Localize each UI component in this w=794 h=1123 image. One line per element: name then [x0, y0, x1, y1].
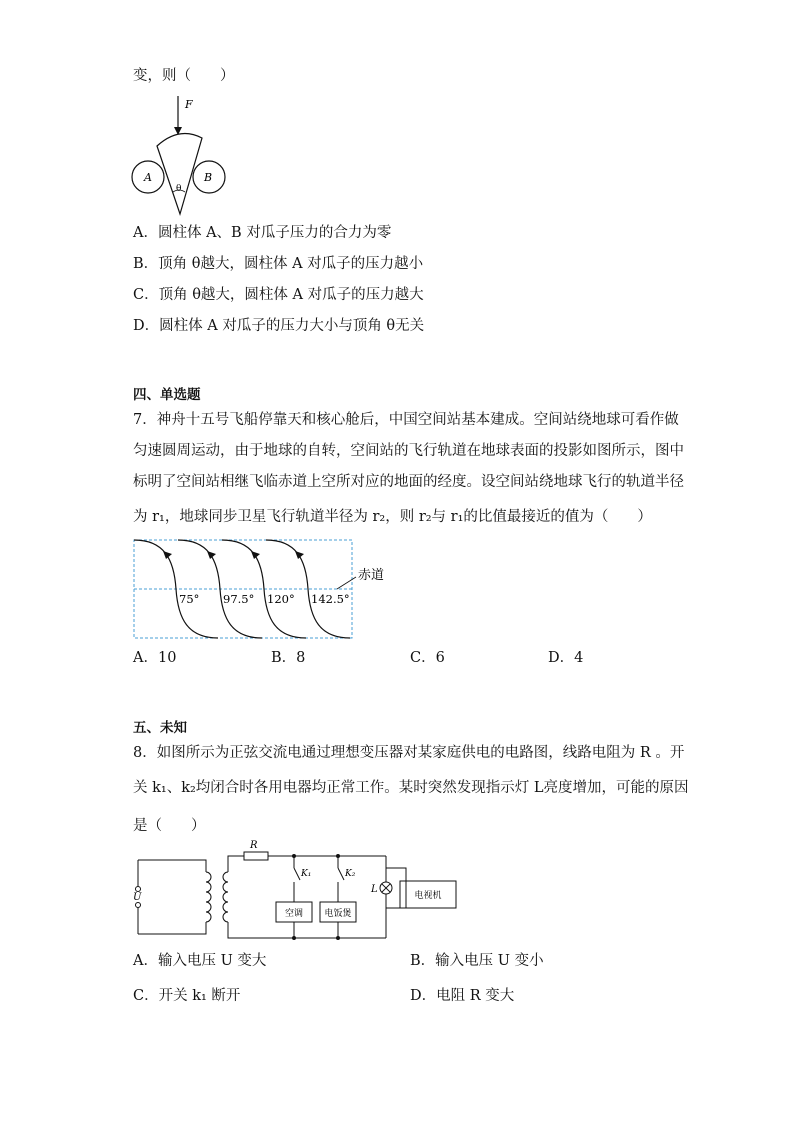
resistor-r	[244, 852, 268, 860]
switch-k1-label: K₁	[301, 869, 312, 879]
longitude-label-1: 75°	[179, 592, 200, 606]
track-arrow-4	[295, 551, 304, 559]
q8-option-b[interactable]: B．输入电压 U 变小	[410, 953, 544, 969]
primary-coil	[206, 872, 211, 922]
lamp-label: L	[371, 884, 378, 895]
device-label-2: 电饭煲	[324, 909, 352, 919]
track-arrow-3	[251, 551, 260, 559]
q6-option-c[interactable]: C．顶角 θ越大，圆柱体 A 对瓜子的压力越大	[133, 287, 424, 303]
cylinder-a-label: A	[144, 171, 152, 184]
secondary-bottom-wire	[228, 922, 386, 938]
q8-stem-line-2: 关 k₁、k₂均闭合时各用电器均正常工作。某时突然发现指示灯 L亮度增加，可能的原因	[133, 780, 689, 796]
q6-option-b[interactable]: B．顶角 θ越大，圆柱体 A 对瓜子的压力越小	[133, 256, 424, 272]
junction-1	[292, 854, 296, 858]
q7-option-c[interactable]: C．6	[410, 650, 445, 666]
junction-4	[336, 936, 340, 940]
switch-k1	[294, 868, 300, 880]
resistor-label: R	[250, 840, 258, 851]
q6-option-d[interactable]: D．圆柱体 A 对瓜子的压力大小与顶角 θ无关	[133, 318, 425, 334]
tv-branch-wire	[386, 868, 406, 908]
section-5-heading: 五、未知	[133, 720, 187, 736]
q7-option-a[interactable]: A．10	[133, 650, 177, 666]
input-terminal-bottom	[136, 903, 141, 908]
q8-option-d[interactable]: D．电阻 R 变大	[410, 988, 515, 1004]
q7-stem-line-1: 7．神舟十五号飞船停靠天和核心舱后，中国空间站基本建成。空间站绕地球可看作做	[133, 412, 679, 428]
force-label: F	[185, 98, 193, 111]
q8-option-a[interactable]: A．输入电压 U 变大	[133, 953, 267, 969]
input-terminal-top	[136, 887, 141, 892]
q8-stem-line-1: 8．如图所示为正弦交流电通过理想变压器对某家庭供电的电路图，线路电阻为 R 。开	[133, 745, 685, 761]
switch-k2	[338, 868, 344, 880]
q7-ground-track-figure	[132, 537, 412, 641]
longitude-label-4: 142.5°	[311, 592, 350, 606]
secondary-coil	[223, 872, 228, 922]
junction-2	[336, 854, 340, 858]
q6-wedge-figure	[128, 92, 232, 220]
angle-label: θ	[176, 184, 182, 194]
track-arrow-2	[207, 551, 216, 559]
longitude-label-2: 97.5°	[223, 592, 255, 606]
longitude-label-3: 120°	[267, 592, 295, 606]
device-label-1: 空调	[284, 909, 304, 919]
q8-option-c[interactable]: C．开关 k₁ 断开	[133, 988, 241, 1004]
q6-option-a[interactable]: A．圆柱体 A、B 对瓜子压力的合力为零	[133, 225, 392, 241]
q7-option-d[interactable]: D．4	[548, 650, 584, 666]
q8-stem-line-3: 是（ ）	[133, 818, 206, 834]
q7-stem-line-2: 匀速圆周运动，由于地球的自转，空间站的飞行轨道在地球表面的投影如图所示，图中	[133, 443, 684, 459]
q7-option-b[interactable]: B．8	[271, 650, 306, 666]
q7-stem-line-3: 标明了空间站相继飞临赤道上空所对应的地面的经度。设空间站绕地球飞行的轨道半径	[133, 474, 684, 490]
primary-top-wire	[138, 860, 206, 872]
primary-bottom-wire	[138, 922, 206, 934]
device-label-3: 电视机	[414, 891, 442, 901]
track-arrow-1	[163, 551, 172, 559]
secondary-top-wire	[228, 856, 244, 872]
q8-circuit-figure	[128, 838, 474, 946]
equator-leader-line	[337, 577, 356, 589]
switch-k2-label: K₂	[345, 869, 356, 879]
section-4-heading: 四、单选题	[133, 387, 201, 403]
cylinder-b-label: B	[204, 171, 213, 184]
q6-stem-tail: 变，则（ ）	[133, 68, 235, 84]
equator-label: 赤道	[358, 568, 385, 583]
junction-3	[292, 936, 296, 940]
q7-stem-line-4: 为 r₁，地球同步卫星飞行轨道半径为 r₂，则 r₂与 r₁的比值最接近的值为（ ）	[133, 509, 652, 525]
voltage-label: U	[133, 892, 142, 903]
